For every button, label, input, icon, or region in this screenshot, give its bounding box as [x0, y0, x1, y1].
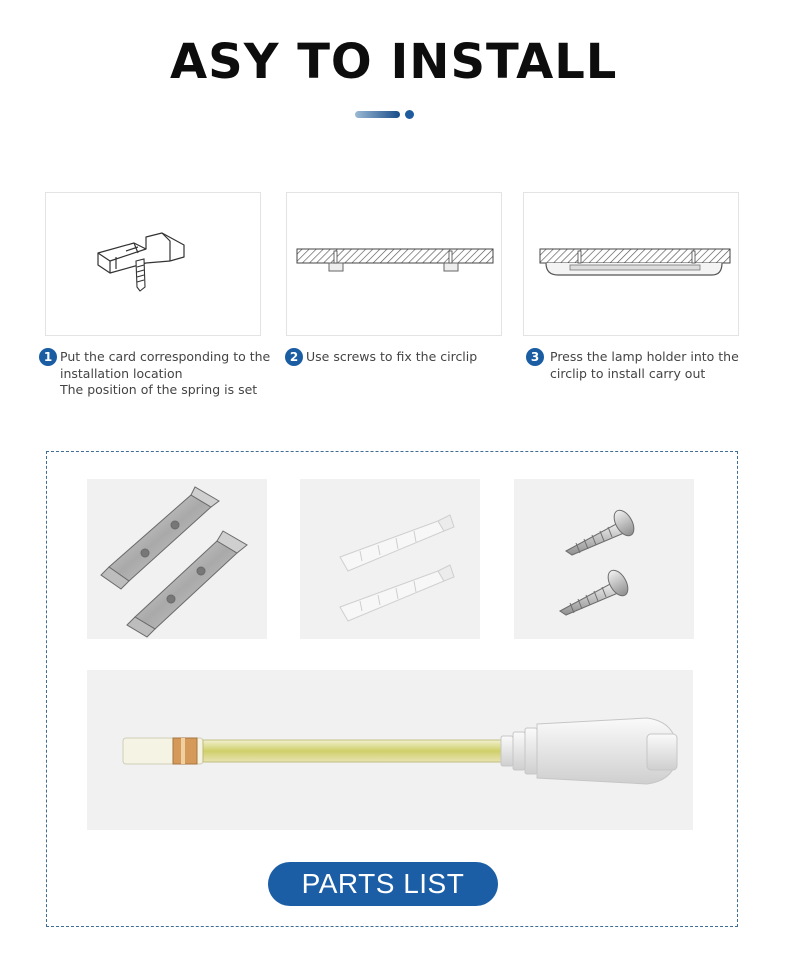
title-underline-bar [355, 111, 400, 118]
step-3-number: 3 [526, 348, 544, 366]
wall-plug-icon [300, 479, 480, 639]
step-1-line-3: The position of the spring is set [60, 382, 258, 397]
step-1-line-1: Put the card corresponding to the [60, 349, 271, 364]
step-2-line-1: Use screws to fix the circlip [306, 349, 478, 364]
page-title: ASY TO INSTALL [170, 34, 618, 90]
step-2-illustration [286, 192, 502, 336]
mounting-clips-photo [87, 479, 267, 639]
clip-icon [46, 193, 262, 337]
step-3-line-1: Press the lamp holder into the [550, 349, 739, 364]
step-2-number: 2 [285, 348, 303, 366]
screw-icon [514, 479, 694, 639]
ceiling-screw-icon [287, 193, 503, 337]
parts-list-button[interactable]: PARTS LIST [268, 862, 498, 906]
lamp-holder-icon [524, 193, 740, 337]
connector-cable-icon [87, 670, 693, 830]
mounting-clip-icon [87, 479, 267, 639]
wall-plugs-photo [300, 479, 480, 639]
step-3-illustration [523, 192, 739, 336]
step-1-illustration [45, 192, 261, 336]
connector-cable-photo [87, 670, 693, 830]
title-underline-dot [405, 110, 414, 119]
step-1-line-2: installation location [60, 365, 183, 381]
screws-photo [514, 479, 694, 639]
step-3-line-2: circlip to install carry out [550, 365, 706, 381]
step-1-number: 1 [39, 348, 57, 366]
